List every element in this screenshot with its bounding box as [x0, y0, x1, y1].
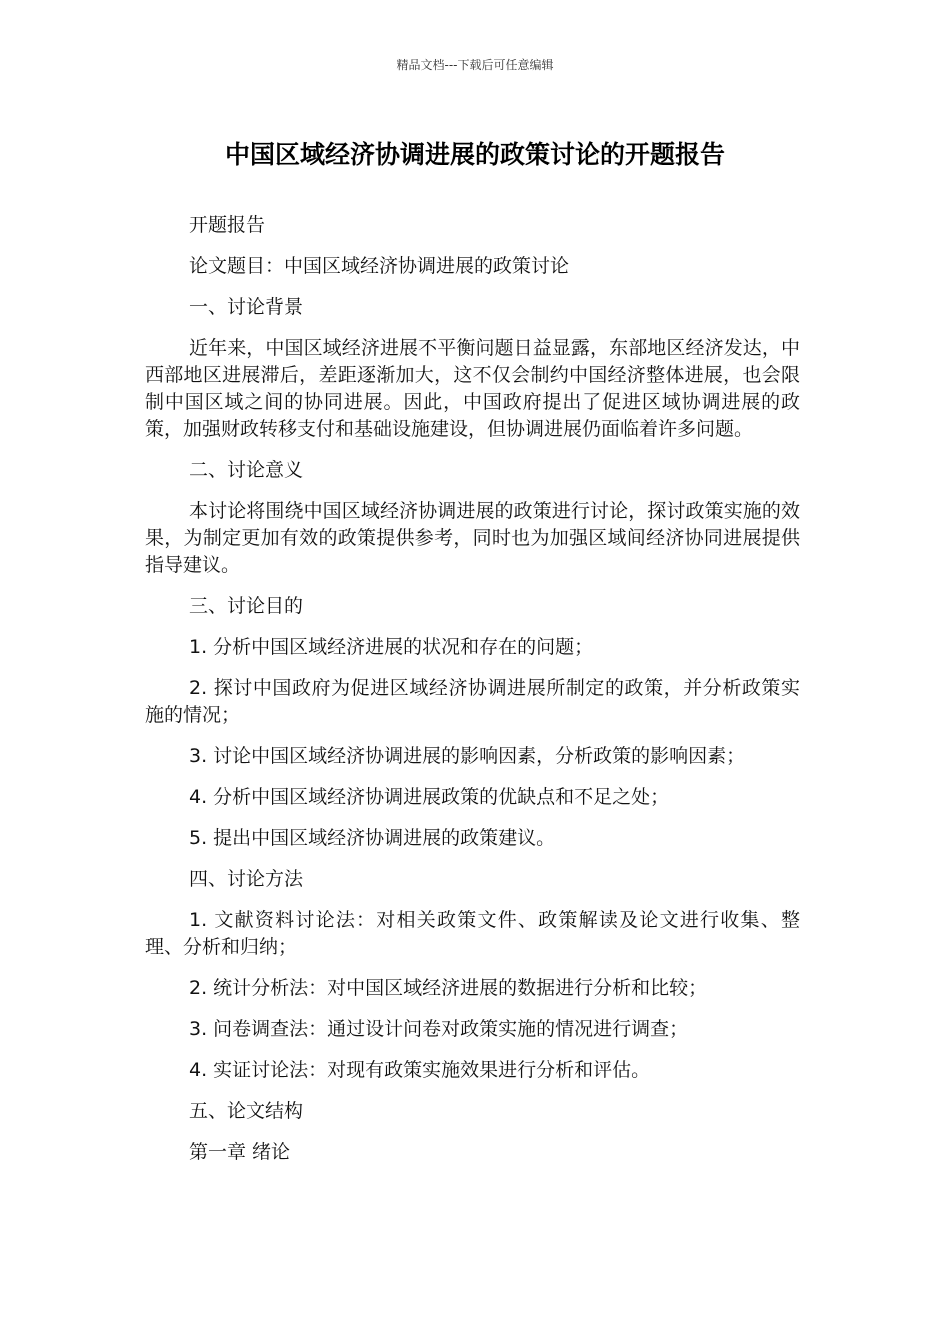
list-item: 5. 提出中国区域经济协调进展的政策建议。	[189, 827, 556, 849]
list-item: 2. 统计分析法：对中国区域经济进展的数据进行分析和比较；	[189, 977, 708, 999]
section-heading: 二、讨论意义	[189, 459, 304, 481]
list-item: 2. 探讨中国政府为促进区域经济协调进展所制定的政策，并分析政策实施的情况；	[145, 677, 800, 726]
list-item: 1. 文献资料讨论法：对相关政策文件、政策解读及论文进行收集、整理、分析和归纳；	[145, 909, 800, 958]
document-title: 中国区域经济协调进展的政策讨论的开题报告	[224, 140, 725, 169]
section-heading: 四、讨论方法	[189, 868, 304, 890]
paragraph: 本讨论将围绕中国区域经济协调进展的政策进行讨论，探讨政策实施的效果，为制定更加有效的政策提供参考，同时也为加强区域间经济协同进展提供指导建议。	[145, 500, 800, 576]
paragraph: 近年来，中国区域经济进展不平衡问题日益显露，东部地区经济发达，中西部地区进展滞后，差距逐渐加大，这不仅会制约中国经济整体进展，也会限制中国区域之间的协同进展。因此，中国政府提出了促进区域协调进展的政策，加强财政转移支付和基础设施建设，但协调进展仍面临着许多问题。	[145, 337, 800, 440]
document-body	[145, 212, 800, 1180]
paragraph: 开题报告	[189, 214, 266, 236]
list-item: 3. 讨论中国区域经济协调进展的影响因素，分析政策的影响因素；	[189, 745, 746, 767]
paragraph: 论文题目：中国区域经济协调进展的政策讨论	[189, 255, 570, 277]
list-item: 4. 实证讨论法：对现有政策实施效果进行分析和评估。	[189, 1059, 651, 1081]
list-item: 3. 问卷调查法：通过设计问卷对政策实施的情况进行调查；	[189, 1018, 689, 1040]
list-item: 4. 分析中国区域经济协调进展政策的优缺点和不足之处；	[189, 786, 670, 808]
header-note: 精品文档---下载后可任意编辑	[396, 58, 554, 72]
section-heading: 五、论文结构	[189, 1100, 304, 1122]
chapter-item: 第一章 绪论	[189, 1141, 291, 1163]
list-item: 1. 分析中国区域经济进展的状况和存在的问题；	[189, 636, 594, 658]
section-heading: 一、讨论背景	[189, 296, 304, 318]
section-heading: 三、讨论目的	[189, 595, 304, 617]
